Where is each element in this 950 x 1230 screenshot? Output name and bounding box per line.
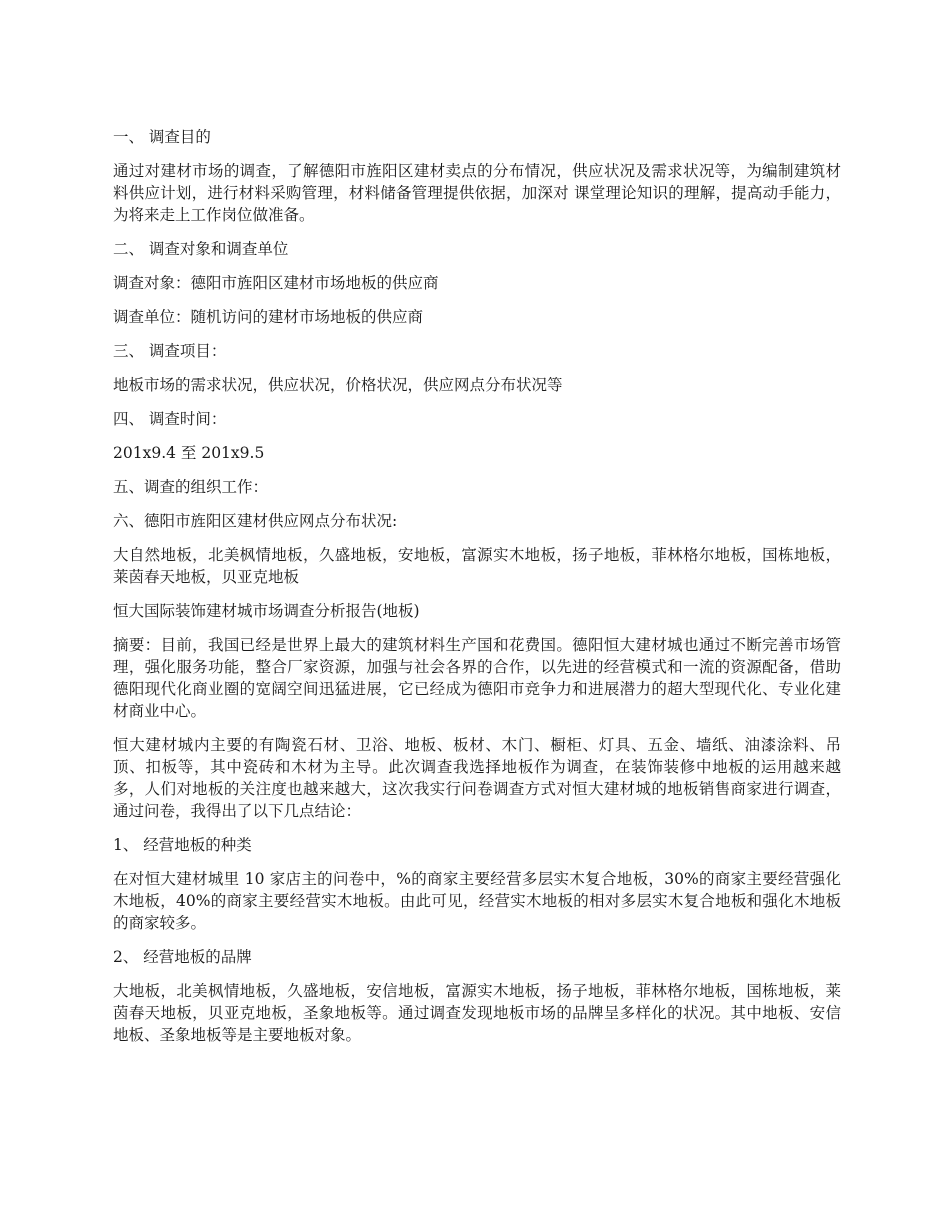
document-body [113, 126, 841, 1058]
paragraph-survey-items: 地板市场的需求状况，供应状况，价格状况，供应网点分布状况等 [113, 376, 563, 394]
paragraph-market-overview: 恒大建材城内主要的有陶瓷石材、卫浴、地板、板材、木门、橱柜、灯具、五金、墙纸、油漆涂料、吊顶、扣板等，其中瓷砖和木材为主导。此次调查我选择地板作为调查，在装饰装修中地板的运用越来越多，人们对地板的关注度也越来越大，这次我实行问卷调查方式对恒大建材城的地板销售商家进行调查，通过问卷，我得出了以下几点结论： [113, 736, 841, 820]
heading-survey-items: 三、 调查项目： [113, 342, 227, 360]
heading-floor-types: 1、 经营地板的种类 [113, 836, 252, 854]
paragraph-abstract: 摘要：目前，我国已经是世界上最大的建筑材料生产国和花费国。德阳恒大建材城也通过不断完善市场管理，强化服务功能，整合厂家资源，加强与社会各界的合作，以先进的经营模式和一流的资源配备，借助德阳现代化商业圈的宽阔空间迅猛进展，它已经成为德阳市竞争力和进展潜力的超大型现代化、专业化建材商业中心。 [113, 636, 841, 720]
heading-organization: 五、调查的组织工作： [113, 478, 269, 496]
paragraph-survey-time: 201x9.4 至 201x9.5 [113, 444, 265, 462]
report-title: 恒大国际装饰建材城市场调查分析报告(地板) [113, 602, 420, 620]
paragraph-floor-brands: 大地板，北美枫情地板，久盛地板，安信地板，富源实木地板，扬子地板，菲林格尔地板，国栋地板，莱茵春天地板，贝亚克地板，圣象地板等。通过调查发现地板市场的品牌呈多样化的状况。其中地板、安信地板、圣象地板等是主要地板对象。 [113, 982, 841, 1044]
heading-survey-object: 二、 调查对象和调查单位 [113, 240, 289, 258]
heading-floor-brands: 2、 经营地板的品牌 [113, 948, 252, 966]
paragraph-survey-object: 调查对象：德阳市旌阳区建材市场地板的供应商 [113, 274, 439, 292]
paragraph-floor-types: 在对恒大建材城里 10 家店主的问卷中，%的商家主要经营多层实木复合地板，30%的商家主要经营强化木地板，40%的商家主要经营实木地板。由此可见，经营实木地板的相对多层实木复合地板和强化木地板的商家较多。 [113, 870, 841, 932]
paragraph-survey-purpose: 通过对建材市场的调查，了解德阳市旌阳区建材卖点的分布情况，供应状况及需求状况等，为编制建筑材料供应计划，进行材料采购管理，材料储备管理提供依据，加深对 课堂理论知识的理解，提高动手能力，为将来走上工作岗位做准备。 [113, 162, 841, 224]
paragraph-survey-unit: 调查单位：随机访问的建材市场地板的供应商 [113, 308, 424, 326]
heading-supply-network: 六、德阳市旌阳区建材供应网点分布状况: [113, 512, 398, 530]
paragraph-brand-list: 大自然地板，北美枫情地板，久盛地板，安地板，富源实木地板，扬子地板，菲林格尔地板，国栋地板，莱茵春天地板，贝亚克地板 [113, 546, 841, 586]
heading-survey-time: 四、 调查时间： [113, 410, 227, 428]
heading-survey-purpose: 一、 调查目的 [113, 128, 211, 146]
